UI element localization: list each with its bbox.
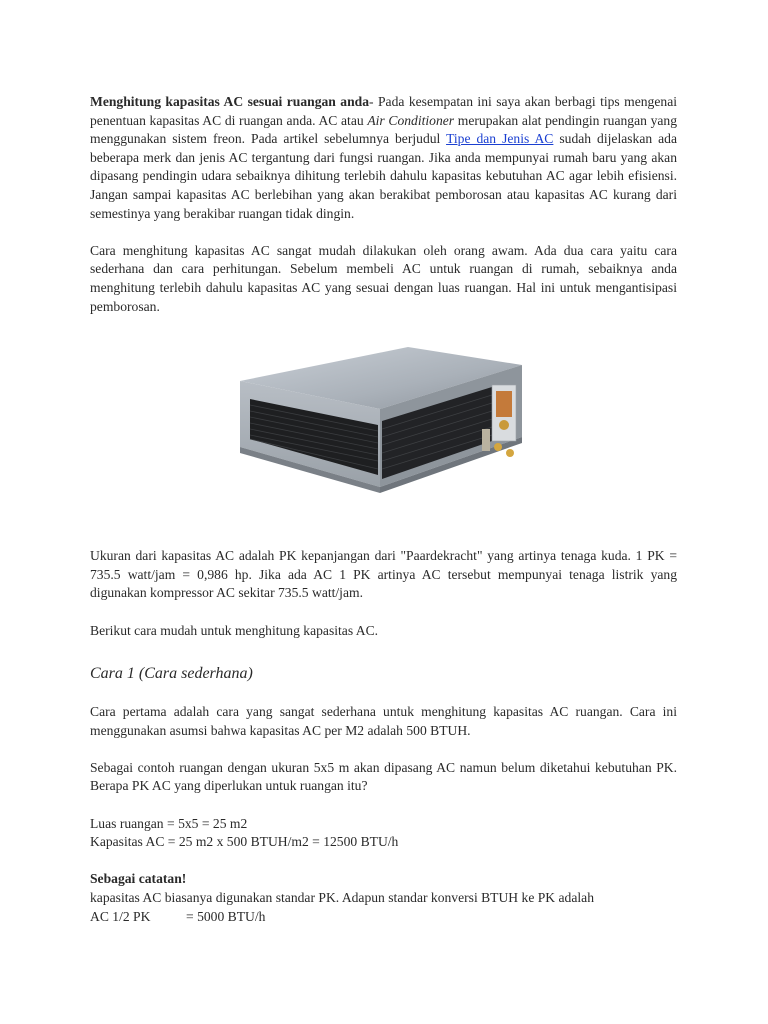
intro-title: Menghitung kapasitas AC sesuai ruangan anda xyxy=(90,94,370,109)
paragraph-4: Berikut cara mudah untuk menghitung kapasitas AC. xyxy=(90,622,379,638)
paragraph-6: Sebagai contoh ruangan dengan ukuran 5x5 m akan dipasang AC namun belum diketahui kebutuhan PK. Berapa PK AC yang diperlukan untuk ruangan itu? xyxy=(90,759,677,794)
article-body xyxy=(90,93,677,926)
conversion-label: AC 1/2 PK xyxy=(90,908,151,924)
note-title: Sebagai catatan! xyxy=(90,871,187,887)
conversion-row xyxy=(90,908,677,927)
intro-text-2: merupakan alat pendingin ruangan yang menggunakan sistem freon. Pada artikel sebelumnya berjudul xyxy=(90,112,678,147)
calc-line-1: Luas ruangan = 5x5 = 25 m2 xyxy=(90,815,248,831)
conversion-value: = 5000 BTU/h xyxy=(186,908,266,924)
intro-text-1: - Pada kesempatan ini saya akan berbagi tips mengenai penentuan kapasitas AC di ruangan anda. AC atau xyxy=(90,94,677,128)
calc-line-2: Kapasitas AC = 25 m2 x 500 BTUH/m2 = 12500 BTU/h xyxy=(90,834,399,850)
section-heading: Cara 1 (Cara sederhana) xyxy=(90,665,253,683)
paragraph-3: Ukuran dari kapasitas AC adalah PK kepanjangan dari "Paardekracht" yang artinya tenaga kuda. 1 PK = 735.5 watt/jam = 0,986 hp. Jika ada AC 1 PK artinya AC tersebut mempunyai tenaga listrik yang digunakan kompressor AC sekitar 735.5 watt/jam. xyxy=(90,548,677,601)
intro-paragraph xyxy=(90,93,677,223)
ac-unit-figure xyxy=(90,329,677,547)
ducted-ac-unit-image xyxy=(230,329,530,539)
tipe-jenis-ac-link[interactable]: Tipe dan Jenis AC xyxy=(446,131,554,147)
intro-italic: Air Conditioner xyxy=(367,112,455,128)
paragraph-2: Cara menghitung kapasitas AC sangat mudah dilakukan oleh orang awam. Ada dua cara yaitu cara sederhana dan cara perhitungan. Sebelum membeli AC untuk ruangan di rumah, sebaiknya anda menghitung terlebih dahulu kapasitas AC yang sesuai dengan luas ruangan. Hal ini untuk mengantisipasi pemborosan. xyxy=(90,242,677,314)
paragraph-5: Cara pertama adalah cara yang sangat sederhana untuk menghitung kapasitas AC ruangan. Cara ini menggunakan asumsi bahwa kapasitas AC per M2 adalah 500 BTUH. xyxy=(90,704,677,738)
note-text: kapasitas AC biasanya digunakan standar PK. Adapun standar konversi BTUH ke PK adalah xyxy=(90,890,594,906)
intro-text-3: sudah dijelaskan ada beberapa merk dan jenis AC tergantung dari fungsi ruangan. Jika anda mempunyai rumah baru yang akan dipasang pendingin udara sebaiknya dihitung terlebih dahulu kapasitas kebutuhan AC agar lebih efisiensi. Jangan sampai kapasitas AC berlebihan yang akan berakibat pemborosan atau kapasitas AC kurang dari semestinya yang berakibar ruangan tidak dingin. xyxy=(90,131,678,221)
